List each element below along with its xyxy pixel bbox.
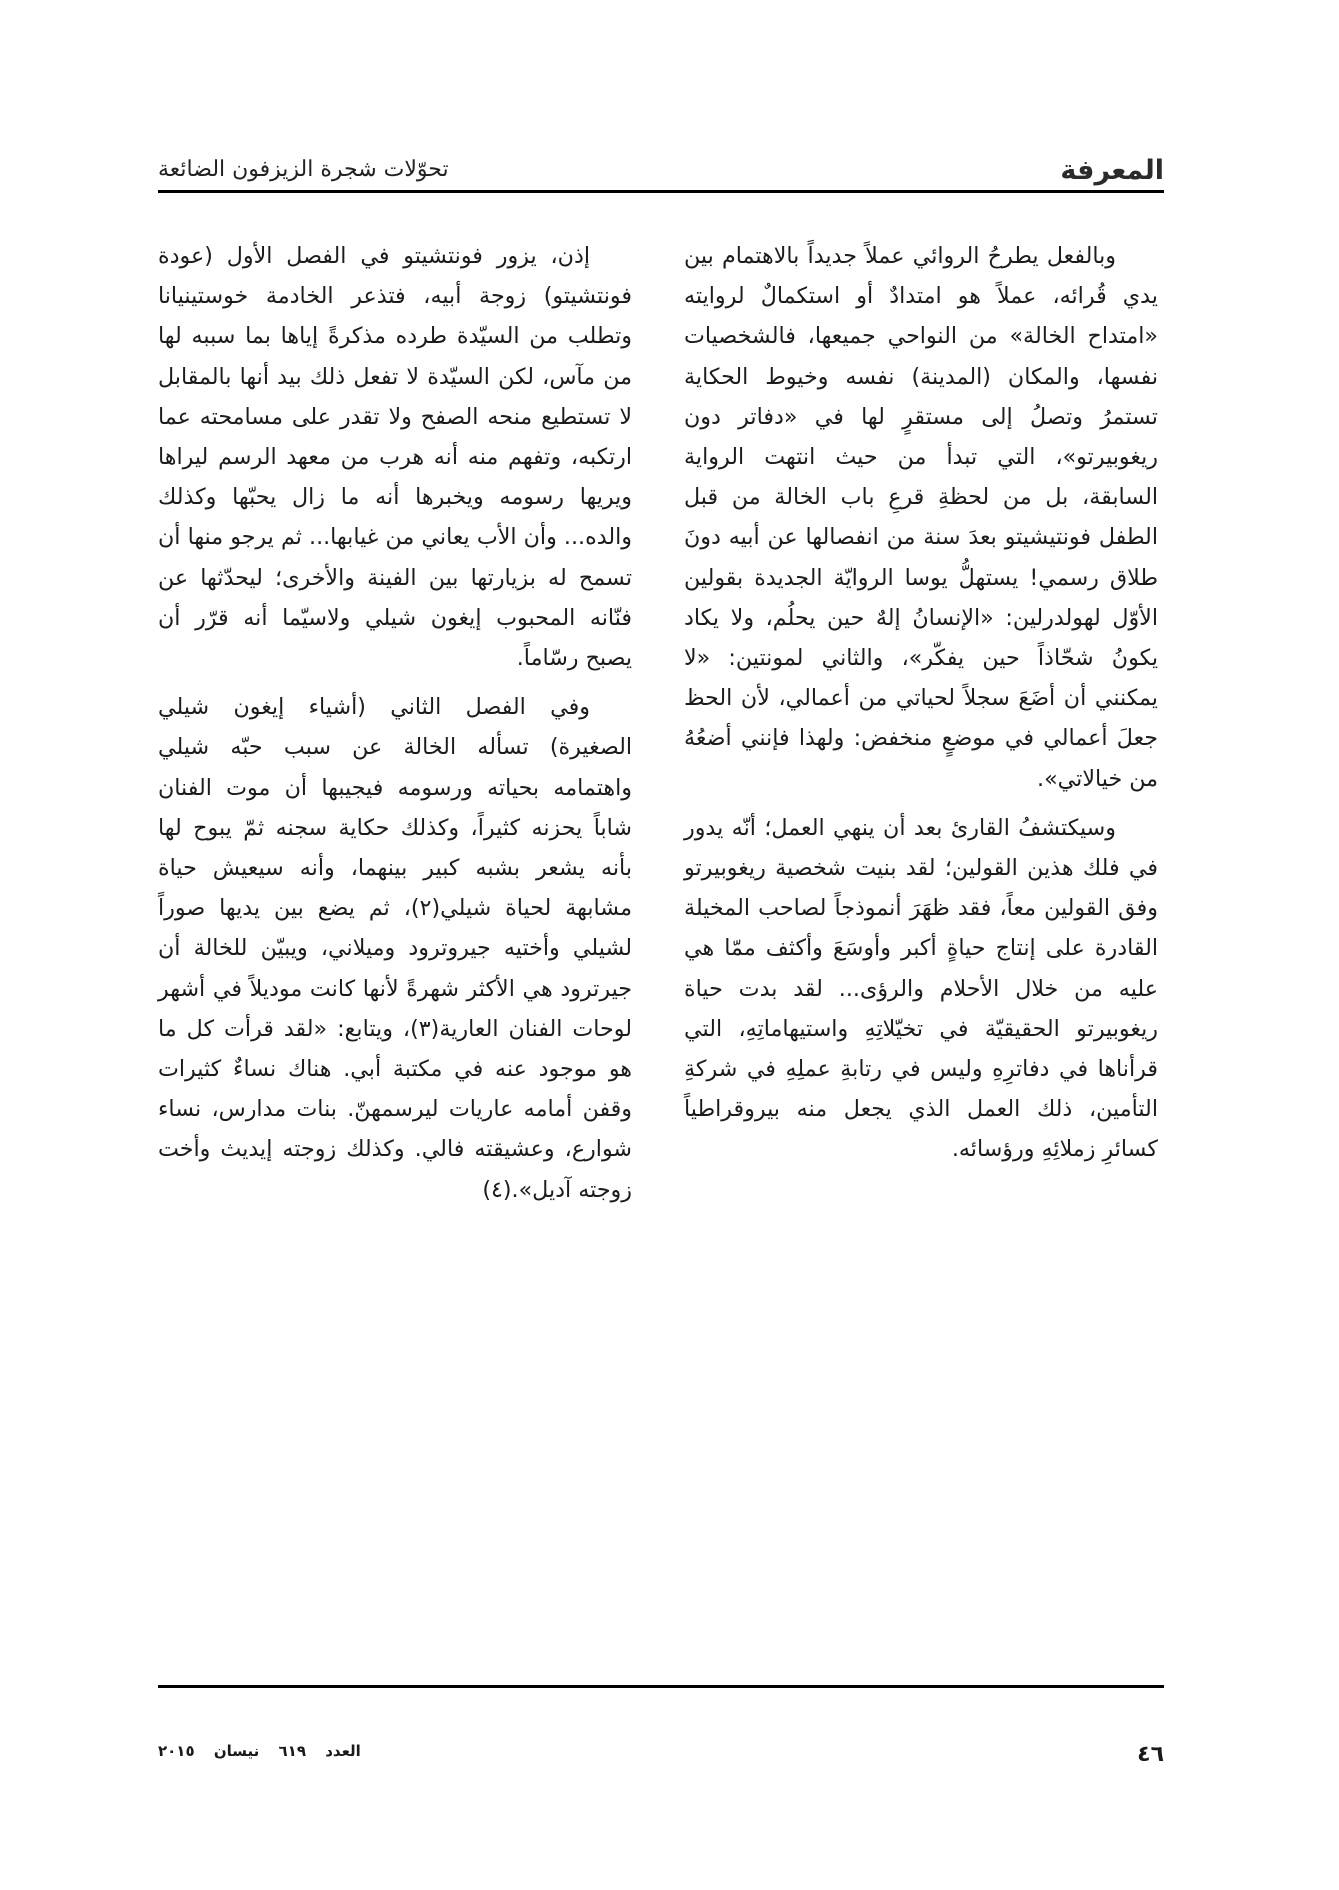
text-column-left	[158, 236, 632, 1219]
footer-rule	[158, 1685, 1164, 1688]
paragraph: وسيكتشفُ القارئ بعد أن ينهي العمل؛ أنّه يدور في فلك هذين القولين؛ لقد بنيت شخصية ريغوبيرتو وفق القولين معاً، فقد ظهَرَ أنموذجاً لصاحب المخيلة القادرة على إنتاج حياةٍ أكبر وأوسَعَ وأكثف ممّا هي عليه من خلال الأحلام والرؤى... لقد بدت حياة ريغوبيرتو الحقيقيّة في تخيّلاتِهِ واستيهاماتِهِ، التي قرأناها في دفاترِهِ وليس في رتابةِ عملِهِ في شركةِ التأمين، ذلك العمل الذي يجعل منه بيروقراطياً كسائرِ زملائِهِ ورؤسائه.	[684, 814, 1158, 1163]
paragraph: وفي الفصل الثاني (أشياء إيغون شيلي الصغيرة) تسأله الخالة عن سبب حبّه شيلي واهتمامه بحياته ورسومه فيجيبها أن موت الفنان شاباً يحزنه كثيراً، وكذلك حكاية سجنه ثمّ يبوح لها بأنه يشعر بشبه كبير بينهما، وأنه سيعيش حياة مشابهة لحياة شيلي(٢)، ثم يضع بين يديها صوراً لشيلي وأختيه جيروترود وميلاني، ويبيّن للخالة أن جيرترود هي الأكثر شهرةً لأنها كانت موديلاً في أشهر لوحات الفنان العارية(٣)، ويتابع: «لقد قرأت كل ما هو موجود عنه في مكتبة أبي. هناك نساءٌ كثيرات وقفن أمامه عاريات ليرسمهنّ. بنات مدارس، نساء شوارع، وعشيقته فالي. وكذلك زوجته إيديث وأخت زوجته آديل».(٤)	[158, 694, 632, 1203]
magazine-logo: المعرفة	[1060, 155, 1164, 186]
paragraph: وبالفعل يطرحُ الروائي عملاً جديداً بالاهتمام بين يدي قُرائه، عملاً هو امتدادٌ أو استكمالٌ لروايته «امتداح الخالة» من النواحي جميعها، فالشخصيات نفسها، والمكان (المدينة) نفسه وخيوط الحكاية تستمرُ وتصلُ إلى مستقرٍ لها في «دفاتر دون ريغوبيرتو»، التي تبدأ من حيث انتهت الرواية السابقة، بل من لحظةِ قرعِ باب الخالة من قبل الطفل فونتيشيتو بعدَ سنة من انفصالها عن أبيه دونَ طلاق رسمي! يستهلُّ يوسا الروايّة الجديدة بقولين الأوّل لهولدرلين: «الإنسانُ إلهٌ حين يحلُم، ولا يكاد يكونُ شحّاذاً حين يفكّر»، والثاني لمونتين: «لا يمكنني أن أضَعَ سجلاً لحياتي من أعمالي، لأن الحظ جعلَ أعمالي في موضعٍ منخفض: ولهذا فإنني أضعُهُ من خيالاتي».	[684, 243, 1158, 792]
issue-info: العدد ٦١٩ نيسان ٢٠١٥	[158, 1742, 361, 1760]
header-rule	[158, 190, 1164, 193]
text-column-right	[684, 236, 1158, 1179]
running-title: تحوّلات شجرة الزيزفون الضائعة	[158, 157, 449, 182]
page-footer	[158, 1742, 1164, 1782]
page-number: ٤٦	[1137, 1742, 1164, 1767]
paragraph: إذن، يزور فونتشيتو في الفصل الأول (عودة فونتشيتو) زوجة أبيه، فتذعر الخادمة خوستينيانا وتطلب من السيّدة طرده مذكرةً إياها بما سببه لها من مآس، لكن السيّدة لا تفعل ذلك بيد أنها بالمقابل لا تستطيع منحه الصفح ولا تقدر على مسامحته عما ارتكبه، وتفهم منه أنه هرب من معهد الرسم ليراها ويريها رسومه ويخبرها أنه ما زال يحبّها وكذلك والده... وأن الأب يعاني من غيابها... ثم يرجو منها أن تسمح له بزيارتها بين الفينة والأخرى؛ ليحدّثها عن فنّانه المحبوب إيغون شيلي ولاسيّما أنه قرّر أن يصبح رسّاماً.	[158, 243, 632, 672]
